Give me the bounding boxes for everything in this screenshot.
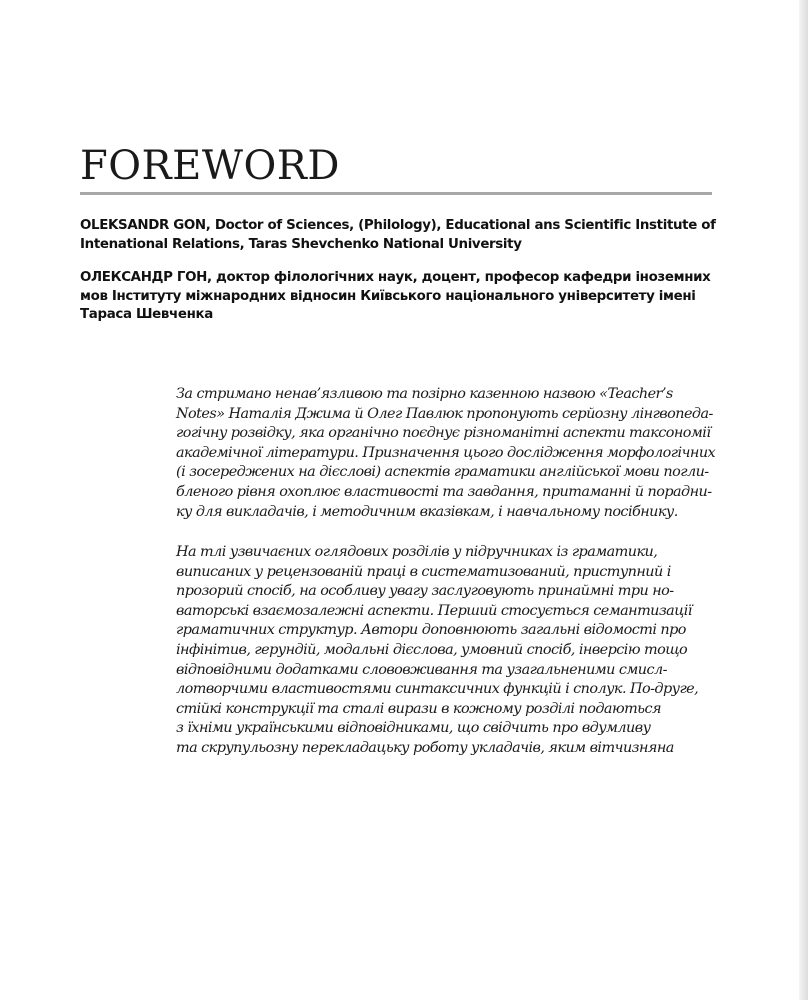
page-title: FOREWORD — [80, 143, 340, 189]
foreword-paragraph-2 — [176, 543, 724, 759]
page-edge-shadow — [799, 0, 808, 1000]
text-line: стійкі конструкції та сталі вирази в кожному розділі подаються — [176, 700, 661, 717]
text-line: з їхніми українськими відповідниками, що свідчить про вдумливу — [176, 720, 651, 737]
text-line: інфінітив, герундій, модальні дієслова, умовний спосіб, інверсію тощо — [176, 641, 688, 658]
text-line: лотворчими властивостями синтаксичних функцій і сполук. По-друге, — [176, 681, 699, 698]
text-line: прозорий спосіб, на особливу увагу заслуговують принаймні три но- — [176, 583, 674, 600]
author-affiliation-ukrainian: ОЛЕКСАНДР ГОН, доктор філологічних наук, доцент, професор кафедри іноземних мов Інституту міжнародних відносин Київського національного університету імені Тараса Шевченка — [80, 270, 711, 322]
author-affiliation-english: OLEKSANDR GON, Doctor of Sciences, (Philology), Educational ans Scientific Institute of Intenational Relations, Taras Shevchenko National University — [80, 218, 716, 252]
text-line: (і зосереджених на дієслові) аспектів граматики англійської мови погли- — [176, 464, 709, 481]
text-line: За стримано ненав’язливою та позірно казенною назвою «Teacher’s — [176, 386, 673, 402]
text-line: гогічну розвідку, яка органічно поєднує різноманітні аспекти таксономії — [176, 425, 711, 442]
text-line: виписаних у рецензованій праці в систематизований, приступний і — [176, 563, 671, 580]
text-line: академічної літератури. Призначення цього дослідження морфологічних — [176, 444, 716, 461]
text-line: бленого рівня охоплює властивості та завдання, притаманні й порадни- — [176, 483, 712, 500]
text-line: граматичних структур. Автори доповнюють загальні відомості про — [176, 622, 686, 639]
title-underline — [80, 192, 712, 195]
text-line: Notes» Наталія Джима й Олег Павлюк пропонують серйозну лінгвопеда- — [176, 405, 713, 422]
text-line: ку для викладачів, і методичним вказівкам, і навчальному посібнику. — [176, 503, 678, 520]
text-line: На тлі узвичаєних оглядових розділів у підручниках із граматики, — [176, 544, 658, 560]
text-line: ваторські взаємозалежні аспекти. Перший стосується семантизації — [176, 602, 692, 619]
foreword-paragraph-1 — [176, 385, 724, 522]
text-line: відповідними додатками слововживання та узагальненими смисл- — [176, 661, 667, 678]
text-line: та скрупульозну перекладацьку роботу укладачів, яким вітчизняна — [176, 739, 674, 756]
